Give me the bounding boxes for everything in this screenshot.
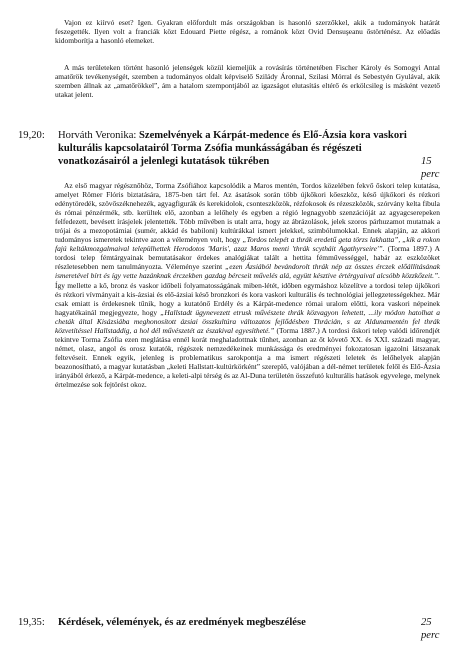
abstract-text-a: Az első magyar régésznőhöz, Torma Zsófiához kapcsolódik a Maros mentén, Tordos közelében fekvő őskori telep kutatása, amelyet Römer Flóris biztatására, 1875-ben tárt fel. Az ásatások során több újkőkori kőeszköz, késő újkőkori és rézkori edénytöredék, szövőszéknehezék, agyagfigurák és kerekidolok, csonteszközök, rézfokosok és rézeszközök, szórvány kelta fibula és római pénzérmék, stb. kerültek elő, azonban a lelőhely és egyben a régió legnagyobb szenzációját az agyagcserepeken felfedezett, bevésett írásjelek jelentették. Több művében is utalt arra, hogy az ábrázolások, jelek szoros párhuzamot mutatnak a trójai és a mezopotámiai (sumér, akkád és babiloni) kultúrákkal ismert jelekkel, szimbólumokkal. Ennek alapján, az akkori tudományos ismeretek tekintve azon a véleményen volt, hogy — [55, 181, 440, 245]
session-entry-1 — [18, 129, 448, 180]
session-entry-2 — [18, 616, 448, 641]
session-title-text: Szemelvények a Kárpát-medence és Elő-Ázsia kora vaskori kulturális kapcsolatairól Torma Zsófia munkásságában és régészeti vonatkozásairól a jelenlegi kutatások tükrében — [58, 130, 407, 167]
session-title — [58, 129, 418, 168]
abstract-text-b: (Torma 1897.) A tordosi telep fémtárgyainak bemutatásakor érdekes analógiákat talált a hettita fémművességgel, habár az eszközöket részletesebben nem tanulmányozta. Véleménye szerint — [55, 244, 441, 272]
session-time: 19,20: — [18, 130, 45, 141]
abstract-quote-2: „ezen Ázsiából bevándorolt thrák nép az összes érczek előállításának ismeretével bírt és így vette hazánknak érczekben gazdag bércseit művelés alá, együtt késztive értérgyaival alcsóbb közzkőzeit.”. — [55, 262, 440, 281]
session-time: 19,35: — [18, 617, 45, 628]
session-duration: 25 perc — [421, 617, 440, 641]
abstract-paragraph — [55, 181, 440, 389]
abstract-quote-3: „Hallstadt ügynevezett etrusk művészete thrák közvagyon lehetett, ...ily módon hatolhat a cheták által Kisázsiába meghonosított ázsiai összkultúra változatos fejlődésben Thrácián, s az Aldunamentén fel thrák közvetítéssel Hallstaddig, a hol dél művészetét az északival egyesítheté.” — [55, 307, 440, 335]
abstract-text-c: Így mellette a kő, bronz és vaskor időbeli folyamatosságának miben-létét, időben egymáshoz közelítve a tordosi telep újkőkori és rézkori vívmányait a kis-ázsiai és elő-ázsiai késő bronzkori és kora vaskori kulturális és technológiai jellegzetességekhez. Már csak emiatt is érdekesnek tűnik, hogy a kutatónő Erdély és a Kárpát-medence római uralom előtti, kora vaskori népeinek hagyatékainál megjegyezte, hogy — [55, 280, 440, 317]
session-author: Horváth Veronika: — [58, 130, 137, 141]
intro-paragraph-1: Vajon ez kiírvó eset? Igen. Gyakran előfordult más országokban is hasonló szerzőkkel, akik a tudományok határát feszegették. Ilyen volt a franciák közt Edouard Piette régész, a románok közt Ovid Densuşeanu őstörténész. Az előadás kidomborítja a hasonló elemeket. — [55, 18, 440, 46]
session-title: Kérdések, vélemények, és az eredmények megbeszélése — [58, 617, 306, 628]
session-duration: 15 perc — [421, 156, 440, 180]
abstract-quote-1: „Tordos telepét a thrák eredetű geta törzs lakhatta”, „kik a rokon fajú keltákmozgalmaival települhettek Herodotos 'Maris', azaz Maros menti 'thrák scytháit Agathyrseire'”. — [55, 235, 441, 254]
intro-paragraph-2: A más területeken történt hasonló jelenségek közül kiemeljük a rovásírás történetében Fischer Károly és Somogyi Antal amatőrök tevékenységét, szemben a tudományos oldalt képviselő Szilády Áronnal, Szilasi Mórral és Sebestyén Gyulával, akik szemben állnak az „amatőrökkel”, ám a hatalom szempontjából az igazságot elutasítás eltérő és erkölcsileg is másként vezető utakat jelent. — [55, 63, 440, 100]
abstract-text-d: (Torma 1887.) A tordosi őskori telep valódi időrendjét tekintve Torma Zsófia ezen meglátása ennél korát meghaladottnak tűnhet, azonban az őt követő XX. és XXI. századi magyar, német, olasz, angol és orosz kutatók, régészek nemzedékeinek munkássága és eredményei fokozatosan igazolni látszanak feltevéseit. Ennek egyik, jelenleg is problematikus sarokpontja a ma ismert régészeti leletek és lelőhelyek alapján beazonosítható, a magyar kutatásban „keleti Hallstatt-kultúrkörként” szereplő, valójában a dél-német területek felől és Elő-Ázsia irányából érkező, a Kárpát-medence, a keleti-alpi térség és az Al-Duna területén összefutó kulturális hatások egyvelege, melynek értelmezése sok fejtörést okoz. — [55, 325, 440, 390]
